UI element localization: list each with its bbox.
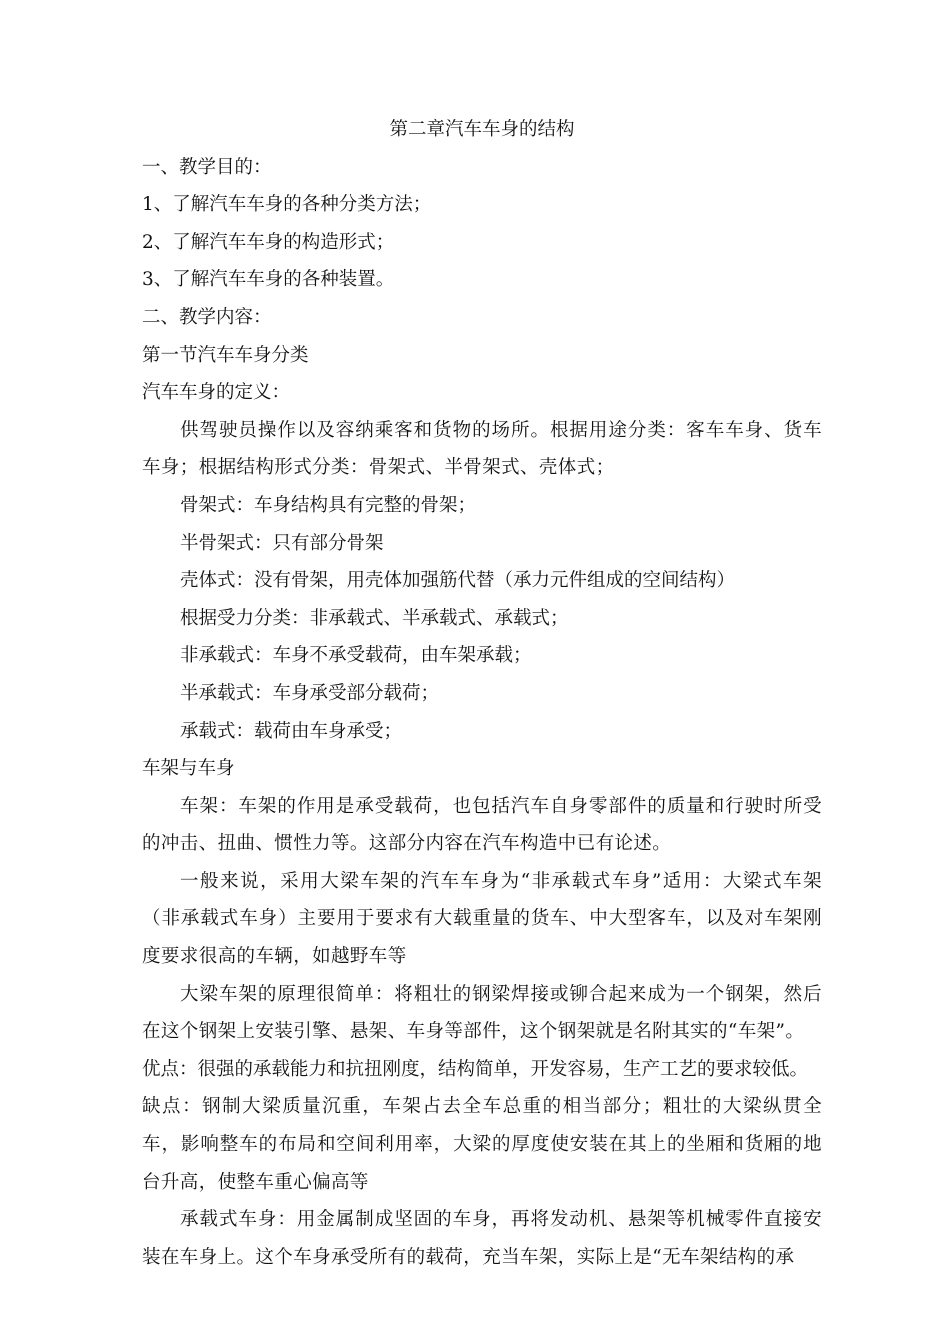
subsection-heading-classification: 第一节汽车车身分类: [142, 344, 309, 366]
type-load-bearing: 承载式：载荷由车身承受；: [180, 720, 403, 742]
heading-frame-and-body: 车架与车身: [142, 758, 235, 780]
type-semi-load-bearing: 半承载式：车身承受部分载荷；: [180, 682, 440, 704]
document-page: [142, 111, 822, 1276]
section-heading-objectives: 一、教学目的：: [142, 156, 272, 178]
type-non-load-bearing: 非承载式：车身不承受载荷，由车架承载；: [180, 645, 532, 667]
type-shell: 壳体式：没有骨架，用壳体加强筋代替（承力元件组成的空间结构）: [180, 570, 736, 592]
definition-paragraph: 供驾驶员操作以及容纳乘客和货物的场所。根据用途分类：客车车身、货车车身；根据结构形式分类：骨架式、半骨架式、壳体式；: [142, 419, 822, 479]
definition-heading: 汽车车身的定义：: [142, 382, 291, 404]
general-paragraph: 一般来说，采用大梁车架的汽车车身为“非承载式车身”适用：大梁式车架（非承载式车身）主要用于要求有大载重量的货车、中大型客车，以及对车架刚度要求很高的车辆，如越野车等: [142, 870, 822, 968]
frame-paragraph: 车架：车架的作用是承受载荷，也包括汽车自身零部件的质量和行驶时所受的冲击、扭曲、惯性力等。这部分内容在汽车构造中已有论述。: [142, 795, 822, 855]
objective-item-1: 1、了解汽车车身的各种分类方法；: [142, 194, 432, 216]
objective-item-3: 3、了解汽车车身的各种装置。: [142, 269, 395, 291]
advantages-line: 优点：很强的承载能力和抗扭刚度，结构简单，开发容易，生产工艺的要求较低。: [142, 1058, 809, 1080]
type-half-frame: 半骨架式：只有部分骨架: [180, 532, 384, 554]
load-classification: 根据受力分类：非承载式、半承载式、承载式；: [180, 607, 569, 629]
unibody-paragraph: 承载式车身：用金属制成坚固的车身，再将发动机、悬架等机械零件直接安装在车身上。这个车身承受所有的载荷，充当车架，实际上是“无车架结构的承: [142, 1209, 822, 1268]
type-frame: 骨架式：车身结构具有完整的骨架；: [180, 494, 477, 516]
objective-item-2: 2、了解汽车车身的构造形式；: [142, 231, 395, 253]
page-title: 第二章汽车车身的结构: [389, 119, 575, 140]
disadvantages-paragraph: 缺点：钢制大梁质量沉重，车架占去全车总重的相当部分；粗壮的大梁纵贯全车，影响整车的布局和空间利用率，大梁的厚度使安装在其上的坐厢和货厢的地台升高，使整车重心偏高等: [142, 1096, 822, 1193]
section-heading-content: 二、教学内容：: [142, 306, 272, 328]
beam-frame-paragraph: 大梁车架的原理很简单：将粗壮的钢梁焊接或铆合起来成为一个钢架，然后在这个钢架上安装引擎、悬架、车身等部件，这个钢架就是名附其实的“车架”。: [142, 983, 822, 1043]
